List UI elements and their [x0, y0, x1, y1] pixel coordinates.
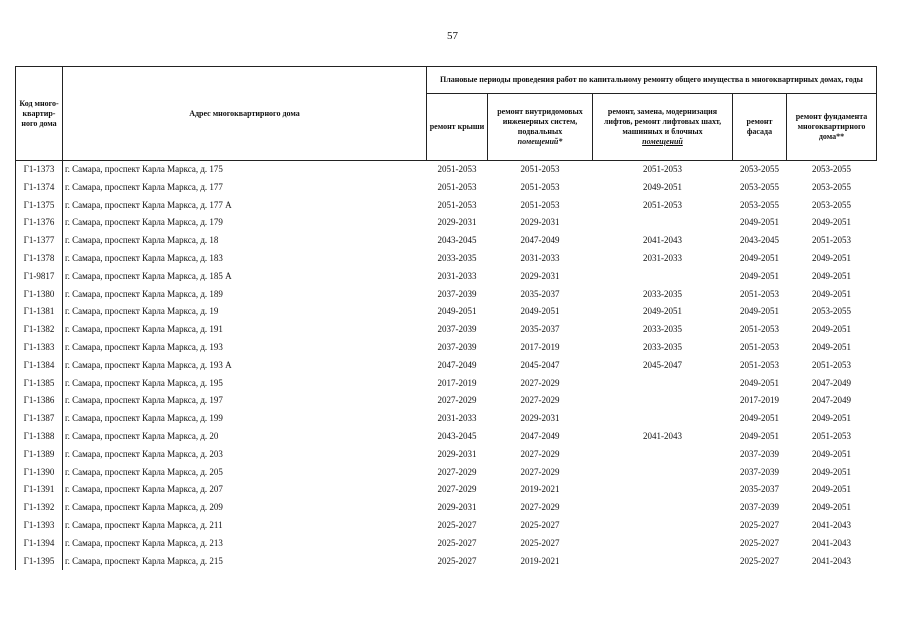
cell-facade: 2049-2051: [740, 270, 779, 281]
cell-code: Г1-1393: [16, 517, 63, 535]
cell-lift: [593, 517, 733, 535]
table-row: [16, 250, 877, 268]
cell-code: Г1-1392: [16, 499, 63, 517]
header-systems-main: ремонт внутридомовых инженерных систем, подвальных: [497, 107, 583, 136]
cell-address: г. Самара, проспект Карла Маркса, д. 193: [65, 341, 223, 352]
cell-facade: 2025-2027: [740, 555, 779, 566]
cell-code: Г1-1380: [16, 286, 63, 304]
cell-systems: 2031-2033: [520, 252, 560, 263]
cell-address: г. Самара, проспект Карла Маркса, д. 177 А: [65, 199, 232, 210]
cell-address: г. Самара, проспект Карла Маркса, д. 19: [65, 306, 219, 317]
cell-facade: 2051-2053: [740, 324, 779, 335]
table-row: [16, 517, 877, 535]
cell-roof: 2051-2053: [437, 164, 477, 174]
cell-systems: 2051-2053: [520, 164, 560, 174]
cell-roof: 2033-2035: [437, 252, 477, 263]
cell-address: г. Самара, проспект Карла Маркса, д. 177: [65, 181, 223, 192]
cell-roof: 2031-2033: [437, 413, 477, 424]
table-row: [16, 499, 877, 517]
cell-facade: 2049-2051: [740, 306, 779, 317]
header-lift: [593, 94, 733, 161]
cell-facade: 2017-2019: [740, 395, 779, 406]
cell-lift: [593, 268, 733, 286]
cell-roof: 2029-2031: [437, 217, 477, 228]
cell-systems: 2019-2021: [520, 484, 560, 495]
cell-facade: 2025-2027: [740, 537, 779, 548]
cell-roof: 2029-2031: [437, 502, 477, 513]
cell-systems: 2029-2031: [520, 270, 560, 281]
cell-systems: 2029-2031: [520, 413, 560, 424]
cell-lift: 2045-2047: [643, 359, 682, 370]
cell-foundation: 2051-2053: [812, 359, 851, 370]
cell-systems: 2027-2029: [520, 502, 560, 513]
cell-lift: [593, 410, 733, 428]
header-address: Адрес многоквартирного дома: [63, 67, 427, 161]
cell-systems: 2035-2037: [520, 324, 560, 335]
cell-foundation: 2049-2051: [812, 252, 851, 263]
cell-lift: [593, 464, 733, 482]
header-foundation: ремонт фундамента многоквартирного дома**: [787, 94, 877, 161]
table-row: [16, 446, 877, 464]
cell-address: г. Самара, проспект Карла Маркса, д. 183: [65, 252, 223, 263]
cell-systems: 2027-2029: [520, 466, 560, 477]
cell-lift: [593, 392, 733, 410]
cell-address: г. Самара, проспект Карла Маркса, д. 211: [65, 519, 223, 530]
cell-systems: 2051-2053: [520, 181, 560, 192]
table-row: [16, 214, 877, 232]
cell-lift: 2033-2035: [643, 341, 682, 352]
cell-code: Г1-1384: [16, 357, 63, 375]
cell-systems: 2027-2029: [520, 448, 560, 459]
cell-foundation: 2041-2043: [812, 537, 851, 548]
table-row: [16, 481, 877, 499]
table-row: [16, 179, 877, 197]
cell-lift: 2051-2053: [643, 164, 682, 174]
table-row: [16, 339, 877, 357]
cell-foundation: 2049-2051: [812, 413, 851, 424]
cell-systems: 2027-2029: [520, 395, 560, 406]
cell-address: г. Самара, проспект Карла Маркса, д. 175: [65, 164, 223, 174]
cell-foundation: 2049-2051: [812, 341, 851, 352]
cell-code: Г1-1388: [16, 428, 63, 446]
cell-foundation: 2049-2051: [812, 324, 851, 335]
cell-address: г. Самара, проспект Карла Маркса, д. 215: [65, 555, 223, 566]
cell-roof: 2043-2045: [437, 235, 477, 246]
cell-code: Г1-1373: [16, 161, 63, 179]
cell-code: Г1-1391: [16, 481, 63, 499]
cell-code: Г1-1383: [16, 339, 63, 357]
cell-roof: 2043-2045: [437, 430, 477, 441]
cell-facade: 2051-2053: [740, 341, 779, 352]
cell-address: г. Самара, проспект Карла Маркса, д. 207: [65, 484, 223, 495]
cell-address: г. Самара, проспект Карла Маркса, д. 191: [65, 324, 223, 335]
table-row: [16, 161, 877, 179]
cell-foundation: 2053-2055: [812, 199, 851, 210]
cell-systems: 2049-2051: [520, 306, 560, 317]
header-lift-note: помещений: [642, 137, 683, 146]
table-row: [16, 375, 877, 393]
cell-foundation: 2053-2055: [812, 164, 851, 174]
cell-roof: 2049-2051: [437, 306, 477, 317]
cell-roof: 2047-2049: [437, 359, 477, 370]
cell-lift: [593, 214, 733, 232]
cell-roof: 2037-2039: [437, 324, 477, 335]
cell-code: Г1-1387: [16, 410, 63, 428]
table-row: [16, 428, 877, 446]
cell-facade: 2037-2039: [740, 502, 779, 513]
cell-code: Г1-1377: [16, 232, 63, 250]
table-row: [16, 464, 877, 482]
cell-facade: 2037-2039: [740, 466, 779, 477]
cell-foundation: 2051-2053: [812, 430, 851, 441]
cell-lift: 2049-2051: [643, 306, 682, 317]
cell-code: Г1-1376: [16, 214, 63, 232]
cell-systems: 2029-2031: [520, 217, 560, 228]
table-row: [16, 410, 877, 428]
header-periods-title: Плановые периоды проведения работ по капитальному ремонту общего имущества в многоквартирных домах, годы: [427, 67, 877, 94]
cell-roof: 2031-2033: [437, 270, 477, 281]
table-row: [16, 553, 877, 571]
cell-roof: 2027-2029: [437, 395, 477, 406]
cell-lift: [593, 535, 733, 553]
table-header: [16, 67, 877, 161]
cell-roof: 2029-2031: [437, 448, 477, 459]
cell-code: Г1-1395: [16, 553, 63, 571]
cell-address: г. Самара, проспект Карла Маркса, д. 179: [65, 217, 223, 228]
table-row: [16, 321, 877, 339]
cell-address: г. Самара, проспект Карла Маркса, д. 203: [65, 448, 223, 459]
cell-address: г. Самара, проспект Карла Маркса, д. 189: [65, 288, 223, 299]
cell-code: Г1-9817: [16, 268, 63, 286]
cell-code: Г1-1375: [16, 197, 63, 215]
header-facade: ремонт фасада: [733, 94, 787, 161]
cell-lift: [593, 553, 733, 571]
cell-systems: 2019-2021: [520, 555, 560, 566]
page-number: 57: [447, 30, 458, 42]
cell-facade: 2053-2055: [740, 164, 779, 174]
table-row: [16, 392, 877, 410]
cell-lift: 2033-2035: [643, 288, 682, 299]
cell-foundation: 2049-2051: [812, 502, 851, 513]
cell-address: г. Самара, проспект Карла Маркса, д. 193 А: [65, 359, 232, 370]
cell-lift: 2051-2053: [643, 199, 682, 210]
cell-code: Г1-1389: [16, 446, 63, 464]
cell-roof: 2025-2027: [437, 555, 477, 566]
cell-foundation: 2041-2043: [812, 519, 851, 530]
cell-facade: 2035-2037: [740, 484, 779, 495]
cell-address: г. Самара, проспект Карла Маркса, д. 20: [65, 430, 219, 441]
cell-facade: 2037-2039: [740, 448, 779, 459]
cell-systems: 2047-2049: [520, 235, 560, 246]
table-row: [16, 268, 877, 286]
cell-lift: 2041-2043: [643, 430, 682, 441]
cell-facade: 2049-2051: [740, 430, 779, 441]
cell-facade: 2049-2051: [740, 377, 779, 388]
cell-facade: 2053-2055: [740, 199, 779, 210]
cell-lift: 2033-2035: [643, 324, 682, 335]
header-systems: [488, 94, 593, 161]
cell-code: Г1-1385: [16, 375, 63, 393]
cell-foundation: 2049-2051: [812, 466, 851, 477]
cell-roof: 2017-2019: [437, 377, 477, 388]
cell-foundation: 2049-2051: [812, 270, 851, 281]
cell-code: Г1-1378: [16, 250, 63, 268]
cell-foundation: 2049-2051: [812, 288, 851, 299]
cell-code: Г1-1394: [16, 535, 63, 553]
cell-lift: 2041-2043: [643, 235, 682, 246]
cell-lift: [593, 375, 733, 393]
cell-roof: 2025-2027: [437, 537, 477, 548]
cell-code: Г1-1374: [16, 179, 63, 197]
cell-foundation: 2049-2051: [812, 448, 851, 459]
cell-facade: 2051-2053: [740, 359, 779, 370]
table-row: [16, 286, 877, 304]
cell-systems: 2047-2049: [520, 430, 560, 441]
cell-lift: 2031-2033: [643, 252, 682, 263]
cell-roof: 2037-2039: [437, 288, 477, 299]
cell-code: Г1-1390: [16, 464, 63, 482]
cell-facade: 2025-2027: [740, 519, 779, 530]
table-row: [16, 357, 877, 375]
cell-lift: [593, 499, 733, 517]
header-systems-note: помещений*: [517, 137, 563, 146]
cell-foundation: 2041-2043: [812, 555, 851, 566]
table-row: [16, 303, 877, 321]
cell-systems: 2051-2053: [520, 199, 560, 210]
cell-address: г. Самара, проспект Карла Маркса, д. 195: [65, 377, 223, 388]
table-row: [16, 197, 877, 215]
cell-foundation: 2047-2049: [812, 395, 851, 406]
cell-systems: 2025-2027: [520, 519, 560, 530]
header-code: Код много-квартир-ного дома: [16, 67, 63, 161]
cell-address: г. Самара, проспект Карла Маркса, д. 209: [65, 502, 223, 513]
header-lift-main: ремонт, замена, модернизация лифтов, ремонт лифтовых шахт, машинных и блочных: [603, 107, 722, 136]
cell-foundation: 2053-2055: [812, 306, 851, 317]
cell-code: Г1-1381: [16, 303, 63, 321]
cell-roof: 2037-2039: [437, 341, 477, 352]
cell-facade: 2049-2051: [740, 413, 779, 424]
cell-foundation: 2049-2051: [812, 217, 851, 228]
table-body: [16, 161, 877, 571]
cell-systems: 2045-2047: [520, 359, 560, 370]
cell-roof: 2025-2027: [437, 519, 477, 530]
cell-address: г. Самара, проспект Карла Маркса, д. 199: [65, 413, 223, 424]
cell-lift: 2049-2051: [643, 181, 682, 192]
table-row: [16, 232, 877, 250]
capital-repair-table: [15, 66, 877, 570]
cell-foundation: 2051-2053: [812, 235, 851, 246]
cell-address: г. Самара, проспект Карла Маркса, д. 213: [65, 537, 223, 548]
cell-roof: 2027-2029: [437, 466, 477, 477]
cell-roof: 2027-2029: [437, 484, 477, 495]
cell-foundation: 2053-2055: [812, 181, 851, 192]
cell-address: г. Самара, проспект Карла Маркса, д. 185 А: [65, 270, 232, 281]
cell-systems: 2025-2027: [520, 537, 560, 548]
cell-lift: [593, 481, 733, 499]
cell-systems: 2035-2037: [520, 288, 560, 299]
cell-address: г. Самара, проспект Карла Маркса, д. 18: [65, 235, 219, 246]
cell-roof: 2051-2053: [437, 181, 477, 192]
cell-address: г. Самара, проспект Карла Маркса, д. 205: [65, 466, 223, 477]
cell-systems: 2017-2019: [520, 341, 560, 352]
cell-code: Г1-1382: [16, 321, 63, 339]
header-roof: ремонт крыши: [427, 94, 488, 161]
cell-address: г. Самара, проспект Карла Маркса, д. 197: [65, 395, 223, 406]
table-row: [16, 535, 877, 553]
cell-lift: [593, 446, 733, 464]
cell-facade: 2049-2051: [740, 252, 779, 263]
cell-code: Г1-1386: [16, 392, 63, 410]
cell-facade: 2053-2055: [740, 181, 779, 192]
cell-foundation: 2049-2051: [812, 484, 851, 495]
cell-systems: 2027-2029: [520, 377, 560, 388]
cell-facade: 2051-2053: [740, 288, 779, 299]
cell-facade: 2049-2051: [740, 217, 779, 228]
cell-foundation: 2047-2049: [812, 377, 851, 388]
cell-facade: 2043-2045: [740, 235, 779, 246]
cell-roof: 2051-2053: [437, 199, 477, 210]
